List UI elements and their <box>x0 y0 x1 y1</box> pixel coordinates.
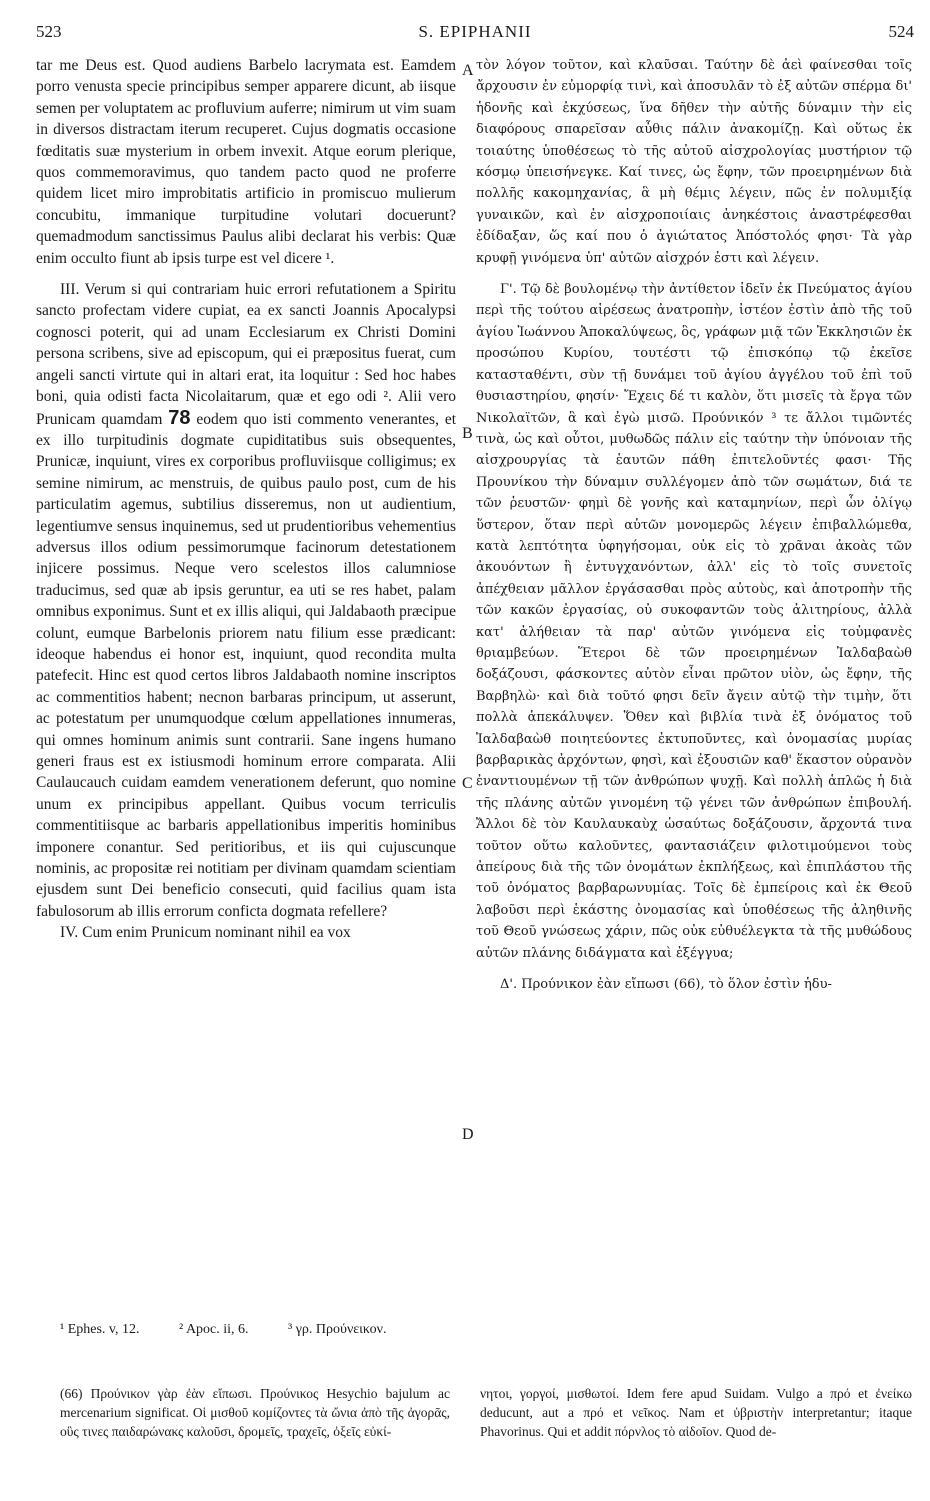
latin-paragraph-1: tar me Deus est. Quod audiens Barbelo lacrymata est. Eamdem porro venusta specie principibus semper apparere dicunt, ab iisque semen per voluptatem ac profluvium auferre; nimirum ut vim suam in diversos distractam iterum recuperet. Cujus dogmatis occasione fœditatis suæ mysterium in orbem invexit. Atque eorum plerique, quos commemoravimus, quo tandem pacto quod ne proferre quidem licet miro improbitatis artificio in promiscuo mulierum concubitu, immanique turpitudine volutari docuerunt? quemadmodum sanctissimus Paulus alibi declarat his verbis: Quæ enim occulto fiunt ab ipsis turpe est vel dicere ¹. <box>36 57 456 267</box>
margin-marker-a: A <box>462 62 474 79</box>
latin-paragraph-2-a: III. Verum si qui contrariam huic errori refutationem a Spiritu sancto profectam videre cupiat, ea ex sancti Joannis Apocalypsi cognosci poterit, qui ad unam Ecclesiarum ex Christi Domini persona scribens, sive ad episcopum, qui ei præpositus fuerat, cum angeli sancti virtute qui in altari erat, ita loquitur : Sed hoc habes boni, quia odisti facta Nicolaitarum, quæ et ego odi ². Alii vero Prunicam quamdam <box>36 281 456 428</box>
editor-note-right-text: νητοι, γοργοί, μισθωτοί. Idem fere apud Suidam. Vulgo a πρό et ἐνείκω deducunt, aut a πρό et νεῖκος. Nam et ὑβριστὴν interpretantur; itaque Phavorinus. Qui et addit πόρνλος τὸ αἰδοῖον. Quod de- <box>480 1386 912 1439</box>
column-number: 78 <box>168 406 191 429</box>
editor-note-right <box>480 1384 912 1441</box>
footnote-1: ¹ Ephes. v, 12. <box>60 1322 140 1337</box>
footnote-3: ³ γρ. Προύνεικον. <box>288 1322 387 1337</box>
page-header <box>36 22 914 46</box>
greek-paragraph-3: Δ'. Προύνικον ἐὰν εἴπωσι (66), τὸ ὅλον ἐστὶν ἡδυ- <box>500 977 832 993</box>
latin-paragraph-2 <box>36 279 456 922</box>
editor-note-left <box>60 1384 450 1441</box>
page-number-left: 523 <box>36 22 62 41</box>
margin-marker-d: D <box>462 1126 474 1143</box>
editor-note-left-text: (66) Προύνικον γὰρ ἐὰν εἴπωσι. Προύνικος Hesychio bajulum ac mercenarium significat. Οἱ μισθοῦ κομίζοντες τὰ ὤνια ἀπὸ τῆς ἀγορᾶς, οὓς τινες παιδαρώνακς καλοῦσι, δρομεῖς, τραχεῖς, ὀξεῖς εὐκί- <box>60 1386 450 1439</box>
running-title: S. EPIPHANII <box>418 22 532 41</box>
margin-marker-b: B <box>462 425 473 442</box>
page-number-right: 524 <box>888 22 914 41</box>
latin-paragraph-3: IV. Cum enim Prunicum nominant nihil ea vox <box>60 924 351 942</box>
footnote-2: ² Apoc. ii, 6. <box>179 1322 249 1337</box>
greek-paragraph-1: τὸν λόγον τοῦτον, καὶ κλαῦσαι. Ταύτην δὲ ἀεὶ φαίνεσθαι τοῖς ἄρχουσιν ἐν εὐμορφίᾳ τινὶ, καὶ ἀποσυλᾶν τὸ ἐξ αὐτῶν σπέρμα δι' ἡδονῆς καὶ ἐκχύσεως, ἵνα δῆθεν τὴν αὐτῆς δύναμιν τὴν εἰς διαφόρους σπαρεῖσαν αὖθις πάλιν ἀνακομίζῃ. Καὶ οὕτως ἐκ τοιαύτης ὑποθέσεως τὸ τῆς αὐτοῦ αἰσχρολογίας μυστήριον τῷ κόσμῳ ὑπεισήνεγκε. Καί τινες, ὡς ἔφην, τῶν προειρημένων διὰ πολλῆς κακομηχανίας, ἃ μὴ θέμις λέγειν, πῶς ἐν πολυμιξίᾳ γυναικῶν, καὶ ἐν αἰσχροποιίαις ἀνηκέστοις ἀναστρέφεσθαι ἐδίδαξαν, ὥς καί που ὁ ἁγιώτατος Ἀπόστολός φησι· Τὰ γὰρ κρυφῇ γινόμενα ὑπ' αὐτῶν αἰσχρόν ἐστι καὶ λέγειν. <box>476 58 912 266</box>
greek-column <box>476 55 912 995</box>
latin-paragraph-2-b: eodem quo isti commento venerantes, et ex illo turpitudinis dogmate cupiditatibus suis obsequentes, Prunicæ, inquiunt, vires ex corporibus profluviisque colligimus; ex semine nimirum, ac menstruis, de quibus paulo post, cum de his particulatim agemus, subtilius disseremus, non ut audientium, legentiumve sensus inquinemus, sed ut prudentioribus vehementius adversus illos odium pessimorumque facinorum detestationem injicere possimus. Neque vero scelestos illos calumniose traducimus, sed quæ ab ipsis geruntur, ea uti se res habet, palam omnibus exponimus. Sunt et ex illis aliqui, qui Jaldabaoth præcipue colunt, eumque Barbelonis priorem natu filium esse prædicant: ideoque habendus ei honor est, inquiunt, quod recondita multa patefecit. Hinc est quod certos libros Jaldabaoth nomine inscriptos ac commentitios habent; necnon barbaras principum, ut asserunt, ac potestatum per unumquodque cœlum appellationes innumeras, qui omnes hominum animis sunt contrarii. Sane ingens humano generi fraus est ex istiusmodi hominum errore comparata. Alii Caulaucauch cuidam eamdem venerationem deferunt, quo nomine unum ex principibus appellant. Quibus vocum terriculis commentitiisque ac barbaris appellationibus imperitis hominibus imponere conantur. Sed peritioribus, et iis qui cujuscunque nominis, ac propositæ rei notitiam per divinam quamdam scientiam ejusdem sunt Dei beneficio consecuti, quid facilius quam ista fabulosorum ab illis errorum conficta dogmata refellere? <box>36 410 457 920</box>
margin-marker-c: C <box>462 775 473 792</box>
latin-column <box>36 55 456 944</box>
footnotes <box>60 1322 860 1338</box>
greek-paragraph-2: Γ'. Τῷ δὲ βουλομένῳ τὴν ἀντίθετον ἰδεῖν ἐκ Πνεύματος ἁγίου περὶ τῆς τούτου αἱρέσεως ἀνατροπὴν, ἰστέον ἐστὶν ἀπὸ τῆς τοῦ ἁγίου Ἰωάννου Ἀποκαλύψεως, ὃς, γράφων μιᾷ τῶν Ἐκκλησιῶν ἐκ προσώπου Κυρίου, τουτέστι τῷ ἐπισκόπῳ τῷ ἐκεῖσε κατασταθέντι, σὺν τῇ δυνάμει τοῦ ἁγίου ἀγγέλου τοῦ ἐπὶ τοῦ θυσιαστηρίου, φησίν· Ἔχεις δέ τι καλὸν, ὅτι μισεῖς τὰ ἔργα τῶν Νικολαϊτῶν, ἃ καὶ ἐγὼ μισῶ. Προύνικόν ³ τε ἄλλοι τιμῶντές τινὰ, ὡς καὶ οὗτοι, μυθωδῶς πάλιν εἰς ταύτην τὴν ὑπόνοιαν τῆς αἰσχρουργίας τὰ ἑαυτῶν πάθη ἐπιτελοῦντές φασι· Τῆς Προυνίκου τὴν δύναμιν συλλέγομεν ἀπὸ τῶν σωμάτων, διά τε τῶν ῥευστῶν· φημὶ δὲ γονῆς καὶ καταμηνίων, περὶ ὧν ὀλίγῳ ὕστερον, ὅταν περὶ αὐτῶν μονομερῶς λέγειν ἐπιβαλλώμεθα, κατὰ λεπτότητα ὑφηγήσομαι, οὐκ εἰς τὸ χρᾶναι ἀκοὰς τῶν ἀκουόντων ἢ ἐντυγχανόντων, ἀλλ' εἰς τὸ τοῖς συνετοῖς ἀπέχθειαν μᾶλλον ἐργάσασθαι πρὸς αὐτοὺς, καὶ ἀποτροπὴν τῆς τῶν κακῶν ἐργασίας, οὐ συκοφαντῶν τοὺς ἀλιτηρίους, ἀλλὰ κατ' ἀλήθειαν τὰ παρ' αὐτῶν γινόμενα εἰς τοὐμφανὲς θριαμβεύων. Ἕτεροι δὲ τῶν προειρημένων Ἰαλδαβαὼθ δοξάζουσι, φάσκοντες αὐτὸν εἶναι πρῶτον υἱὸν, ὡς ἔφην, τῆς Βαρβηλὼ· καὶ διὰ τοῦτό φησι δεῖν ἄγειν αὐτῷ τὴν τιμὴν, ὅτι πολλὰ ἀπεκάλυψεν. Ὅθεν καὶ βιβλία τινὰ ἐξ ὀνόματος τοῦ Ἰαλδαβαὼθ ποιητεύοντες ἐκτυποῦντες, καὶ ὀνομασίας μυρίας βαρβαρικὰς ἀρχόντων, φησὶ, καὶ ἐξουσιῶν καθ' ἕκαστον οὐρανὸν ἐναντιουμένων τῇ τῶν ἀνθρώπων ψυχῇ. Καὶ πολλὴ ἁπλῶς ἡ διὰ τῆς πλάνης αὐτῶν γινομένη τῷ γένει τῶν ἀνθρώπων ἐπιβουλή. Ἄλλοι δὲ τὸν Καυλαυκαὺχ ὡσαύτως δοξάζουσιν, ἄρχοντά τινα τοῦτον οὕτω καλοῦντες, φαντασιάζειν φιλοτιμούμενοι τοὺς ἀπείρους διὰ τῆς τῶν ὀνομάτων ἐκπλήξεως, καὶ ἐπιπλάστου τῆς τοῦ ὀνόματος βαρβαρωνυμίας. Τοῖς δὲ ἐμπείροις καὶ ἐκ Θεοῦ λαβοῦσι περὶ ἑκάστης ὀνομασίας καὶ ὑποθέσεως τῆς ἀληθινῆς τοῦ Θεοῦ γνώσεως χάριν, πῶς οὐκ εὐθυέλεγκτα τὰ τῆς μυθώδους αὐτῶν πλάνης διδάγματα καὶ ἐξέγγυα; <box>476 282 912 961</box>
